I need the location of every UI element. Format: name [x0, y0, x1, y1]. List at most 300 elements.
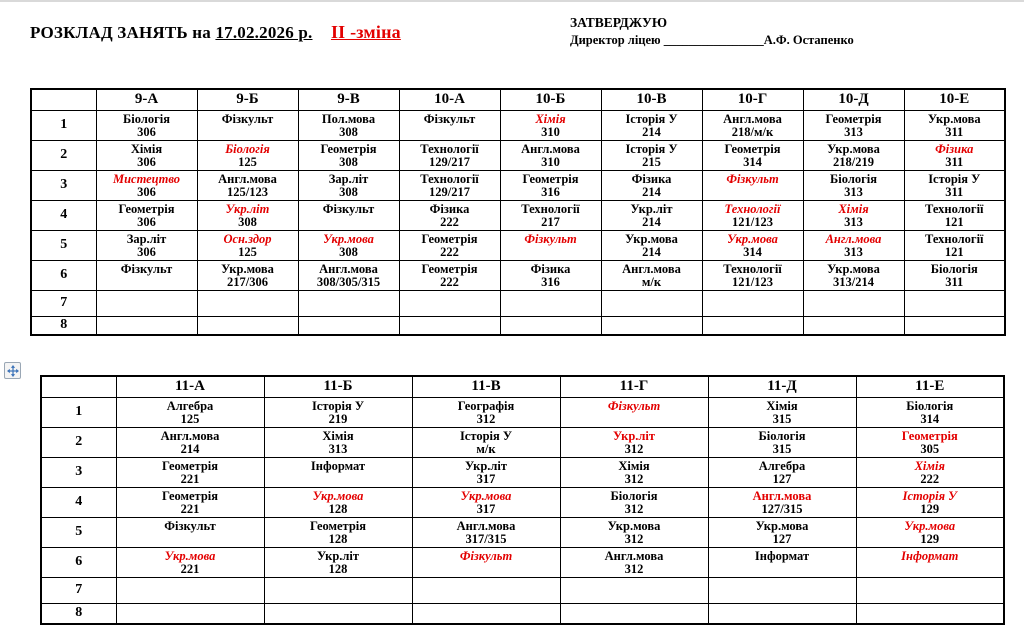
- lesson-cell: [96, 140, 197, 170]
- subject-text: Зар.літ: [328, 171, 369, 186]
- lesson-cell: [702, 260, 803, 290]
- lesson-cell: [601, 110, 702, 140]
- lesson-cell: [298, 290, 399, 316]
- lesson-cell: [856, 487, 1004, 517]
- subject-text: Англ.мова: [622, 261, 681, 276]
- lesson-cell: [708, 517, 856, 547]
- lesson-cell: [96, 170, 197, 200]
- class-header: 9-Б: [197, 89, 298, 110]
- subject-text: Технології: [724, 201, 781, 216]
- lesson-cell: [500, 316, 601, 335]
- lesson-cell: [500, 260, 601, 290]
- room-text: 128: [328, 501, 348, 516]
- subject-text: Фізкульт: [164, 518, 216, 533]
- lesson-number: 5: [31, 230, 96, 260]
- lesson-number: 2: [41, 427, 116, 457]
- room-text: 308: [339, 244, 358, 259]
- lesson-cell: [500, 110, 601, 140]
- lesson-cell: [96, 290, 197, 316]
- approval-role: Директор ліцею: [570, 33, 661, 47]
- approval-caption: ЗАТВЕРДЖУЮ: [570, 15, 668, 30]
- lesson-cell: [412, 577, 560, 603]
- lesson-cell: [601, 140, 702, 170]
- room-text: 311: [945, 124, 964, 139]
- subject-text: Біологія: [610, 488, 658, 503]
- lesson-cell: [500, 290, 601, 316]
- lesson-cell: [197, 140, 298, 170]
- lesson-cell: [601, 316, 702, 335]
- room-text: 129: [920, 531, 940, 546]
- lesson-cell: [560, 427, 708, 457]
- lesson-cell: [264, 517, 412, 547]
- subject-text: Укр.мова: [323, 231, 374, 246]
- lesson-cell: [264, 457, 412, 487]
- room-text: 312: [624, 531, 644, 546]
- room-text: 128: [328, 561, 348, 576]
- room-text: 310: [541, 124, 560, 139]
- lesson-cell: [803, 316, 904, 335]
- room-text: 125/123: [227, 184, 268, 199]
- subject-text: Історія У: [311, 398, 365, 413]
- lesson-number: 7: [31, 290, 96, 316]
- subject-text: Інформат: [310, 458, 366, 473]
- subject-text: Біологія: [225, 141, 270, 156]
- subject-text: Укр.мова: [927, 111, 981, 126]
- room-text: 308: [339, 154, 358, 169]
- subject-text: Англ.мова: [521, 141, 580, 156]
- subject-text: Хімія: [535, 111, 566, 126]
- room-text: 311: [945, 154, 964, 169]
- subject-text: Фізкульт: [459, 548, 513, 563]
- lesson-cell: [601, 290, 702, 316]
- room-text: [703, 186, 803, 199]
- lesson-cell: [116, 397, 264, 427]
- lesson-cell: [412, 487, 560, 517]
- class-header: 11-Д: [708, 376, 856, 397]
- room-text: 121/123: [732, 214, 773, 229]
- lesson-cell: [560, 397, 708, 427]
- subject-text: Фізика: [631, 171, 672, 186]
- subject-text: Геометрія: [118, 201, 175, 216]
- lesson-cell: [399, 140, 500, 170]
- lesson-cell: [560, 517, 708, 547]
- lesson-cell: [708, 603, 856, 624]
- lesson-cell: [264, 427, 412, 457]
- subject-text: Геометрія: [309, 518, 367, 533]
- lesson-cell: [412, 427, 560, 457]
- subject-text: Історія У: [625, 111, 678, 126]
- room-text: [561, 413, 708, 426]
- subject-text: Біологія: [123, 111, 170, 126]
- room-text: 214: [642, 184, 661, 199]
- room-text: 316: [541, 184, 560, 199]
- lesson-cell: [560, 547, 708, 577]
- lesson-cell: [856, 577, 1004, 603]
- lesson-cell: [904, 200, 1005, 230]
- lesson-cell: [560, 577, 708, 603]
- subject-text: Геометрія: [522, 171, 579, 186]
- lesson-cell: [399, 316, 500, 335]
- lesson-cell: [904, 140, 1005, 170]
- lesson-cell: [264, 577, 412, 603]
- room-text: [299, 216, 399, 229]
- subject-text: Геометрія: [825, 111, 882, 126]
- lesson-number: 8: [31, 316, 96, 335]
- room-text: 306: [137, 154, 156, 169]
- lesson-cell: [264, 487, 412, 517]
- lesson-cell: [601, 200, 702, 230]
- room-text: м/к: [476, 441, 496, 456]
- lesson-number: 4: [31, 200, 96, 230]
- room-text: [501, 246, 601, 259]
- room-text: 214: [642, 124, 661, 139]
- lesson-cell: [298, 170, 399, 200]
- lesson-cell: [856, 603, 1004, 624]
- lesson-cell: [399, 170, 500, 200]
- lesson-cell: [560, 457, 708, 487]
- room-text: 128: [328, 531, 348, 546]
- subject-text: Укр.мова: [164, 548, 216, 563]
- lesson-cell: [298, 230, 399, 260]
- subject-text: Укр.мова: [607, 518, 661, 533]
- lesson-cell: [298, 200, 399, 230]
- lesson-cell: [856, 427, 1004, 457]
- lesson-cell: [399, 110, 500, 140]
- lesson-cell: [412, 397, 560, 427]
- subject-text: Геометрія: [901, 428, 958, 443]
- room-text: 312: [624, 441, 644, 456]
- subject-text: Біологія: [758, 428, 806, 443]
- lesson-cell: [702, 230, 803, 260]
- lesson-number: 6: [31, 260, 96, 290]
- subject-text: Геометрія: [421, 231, 478, 246]
- lesson-cell: [601, 230, 702, 260]
- lesson-cell: [560, 603, 708, 624]
- lesson-cell: [197, 260, 298, 290]
- room-text: 317: [476, 471, 496, 486]
- class-header: 10-Б: [500, 89, 601, 110]
- room-text: 306: [137, 244, 156, 259]
- table-move-handle-icon[interactable]: [4, 362, 21, 379]
- lesson-cell: [708, 487, 856, 517]
- room-text: 121: [944, 244, 964, 259]
- subject-text: Зар.літ: [126, 231, 167, 246]
- room-text: 312: [624, 471, 644, 486]
- title-shift: ІІ -зміна: [330, 22, 401, 42]
- room-text: 308/305/315: [316, 274, 381, 289]
- class-header: 10-Г: [702, 89, 803, 110]
- subject-text: Фізкульт: [120, 261, 173, 276]
- room-text: [400, 126, 500, 139]
- subject-text: Укр.мова: [827, 141, 880, 156]
- lesson-cell: [856, 457, 1004, 487]
- room-text: [265, 473, 412, 486]
- lesson-cell: [96, 230, 197, 260]
- class-header: 9-В: [298, 89, 399, 110]
- lesson-cell: [856, 397, 1004, 427]
- room-text: 221: [180, 561, 200, 576]
- lesson-cell: [116, 427, 264, 457]
- room-text: 317: [476, 501, 496, 516]
- subject-text: Хімія: [766, 398, 798, 413]
- lesson-cell: [264, 397, 412, 427]
- room-text: 127: [772, 471, 792, 486]
- subject-text: Технології: [924, 231, 984, 246]
- subject-text: Геометрія: [161, 458, 219, 473]
- class-header: 10-А: [399, 89, 500, 110]
- corner-cell: [31, 89, 96, 110]
- room-text: 311: [945, 184, 964, 199]
- room-text: 127: [772, 531, 792, 546]
- lesson-cell: [412, 603, 560, 624]
- lesson-number: 1: [31, 110, 96, 140]
- room-text: 305: [920, 441, 940, 456]
- subject-text: Укр.мова: [727, 231, 778, 246]
- room-text: 312: [624, 501, 644, 516]
- lesson-cell: [399, 290, 500, 316]
- subject-text: Біологія: [906, 398, 954, 413]
- lesson-cell: [96, 200, 197, 230]
- room-text: 121/123: [732, 274, 773, 289]
- timetable-grade-11: [40, 375, 1005, 625]
- room-text: 214: [180, 441, 200, 456]
- lesson-cell: [702, 316, 803, 335]
- class-header: 11-Г: [560, 376, 708, 397]
- lesson-cell: [904, 290, 1005, 316]
- lesson-cell: [708, 547, 856, 577]
- room-text: 308: [339, 184, 358, 199]
- subject-text: Біологія: [830, 171, 877, 186]
- subject-text: Осн.здор: [223, 231, 272, 246]
- room-text: 125: [238, 244, 257, 259]
- subject-text: Фізкульт: [524, 231, 577, 246]
- class-header: 10-В: [601, 89, 702, 110]
- title-main: РОЗКЛАД ЗАНЯТЬ: [30, 23, 188, 42]
- room-text: 314: [743, 244, 762, 259]
- room-text: 221: [180, 501, 200, 516]
- subject-text: Фізика: [935, 141, 974, 156]
- room-text: 222: [440, 244, 459, 259]
- lesson-cell: [197, 290, 298, 316]
- room-text: 221: [180, 471, 200, 486]
- lesson-cell: [500, 140, 601, 170]
- class-header: 11-А: [116, 376, 264, 397]
- subject-text: Укр.мова: [625, 231, 678, 246]
- subject-text: Англ.мова: [604, 548, 664, 563]
- room-text: м/к: [641, 274, 662, 289]
- subject-text: Фізика: [530, 261, 571, 276]
- lesson-cell: [96, 316, 197, 335]
- lesson-cell: [298, 260, 399, 290]
- lesson-cell: [197, 200, 298, 230]
- room-text: 313/214: [833, 274, 874, 289]
- lesson-number: 2: [31, 140, 96, 170]
- title-on: на: [192, 23, 211, 42]
- subject-text: Пол.мова: [321, 111, 376, 126]
- subject-text: Фізкульт: [607, 398, 661, 413]
- subject-text: Історія У: [902, 488, 957, 503]
- room-text: 217: [541, 214, 560, 229]
- lesson-cell: [904, 260, 1005, 290]
- room-text: 214: [642, 244, 661, 259]
- lesson-cell: [702, 290, 803, 316]
- lesson-cell: [708, 427, 856, 457]
- approval-signature-line: [570, 33, 854, 48]
- subject-text: Історія У: [625, 141, 678, 156]
- lesson-number: 3: [31, 170, 96, 200]
- timetable-grade-11-container: [40, 375, 1005, 625]
- lesson-cell: [412, 457, 560, 487]
- subject-text: Англ.мова: [160, 428, 220, 443]
- lesson-cell: [856, 517, 1004, 547]
- subject-text: Технології: [420, 141, 479, 156]
- lesson-cell: [197, 230, 298, 260]
- subject-text: Алгебра: [166, 398, 214, 413]
- room-text: 217/306: [227, 274, 268, 289]
- subject-text: Укр.мова: [460, 488, 512, 503]
- class-header: 10-Д: [803, 89, 904, 110]
- lesson-cell: [197, 110, 298, 140]
- lesson-cell: [904, 316, 1005, 335]
- room-text: 312: [476, 411, 496, 426]
- room-text: [198, 126, 298, 139]
- subject-text: Геометрія: [724, 141, 781, 156]
- room-text: 313: [844, 184, 863, 199]
- subject-text: Мистецтво: [112, 171, 181, 186]
- lesson-cell: [702, 140, 803, 170]
- lesson-cell: [856, 547, 1004, 577]
- lesson-cell: [904, 110, 1005, 140]
- lesson-number: 8: [41, 603, 116, 624]
- subject-text: Технології: [521, 201, 580, 216]
- lesson-cell: [264, 547, 412, 577]
- subject-text: Фізкульт: [221, 111, 274, 126]
- lesson-number: 4: [41, 487, 116, 517]
- room-text: 219: [328, 411, 348, 426]
- room-text: 215: [642, 154, 661, 169]
- room-text: 308: [238, 214, 257, 229]
- class-header: 11-В: [412, 376, 560, 397]
- subject-text: Англ.мова: [319, 261, 378, 276]
- lesson-cell: [803, 110, 904, 140]
- subject-text: Технології: [723, 261, 782, 276]
- room-text: 311: [945, 274, 964, 289]
- room-text: [97, 276, 197, 289]
- subject-text: Технології: [420, 171, 479, 186]
- subject-text: Англ.мова: [825, 231, 882, 246]
- lesson-cell: [560, 487, 708, 517]
- page-title: [30, 22, 401, 43]
- lesson-cell: [399, 260, 500, 290]
- room-text: 308: [339, 124, 358, 139]
- subject-text: Хімія: [130, 141, 163, 156]
- subject-text: Геометрія: [161, 488, 219, 503]
- subject-text: Укр.мова: [221, 261, 274, 276]
- room-text: 314: [743, 154, 762, 169]
- room-text: 316: [541, 274, 560, 289]
- room-text: 315: [772, 441, 792, 456]
- approval-block: [570, 15, 854, 48]
- lesson-cell: [702, 110, 803, 140]
- room-text: 222: [920, 471, 940, 486]
- subject-text: Біологія: [930, 261, 978, 276]
- room-text: 310: [541, 154, 560, 169]
- subject-text: Укр.мова: [755, 518, 809, 533]
- lesson-cell: [803, 290, 904, 316]
- room-text: 315: [772, 411, 792, 426]
- subject-text: Укр.літ: [316, 548, 360, 563]
- room-text: 313: [844, 214, 863, 229]
- subject-text: Географія: [457, 398, 515, 413]
- room-text: 218/219: [833, 154, 874, 169]
- lesson-cell: [702, 170, 803, 200]
- subject-text: Фізкульт: [726, 171, 779, 186]
- room-text: 313: [844, 124, 863, 139]
- lesson-cell: [412, 517, 560, 547]
- lesson-cell: [803, 170, 904, 200]
- lesson-cell: [803, 260, 904, 290]
- lesson-cell: [96, 110, 197, 140]
- subject-text: Хімія: [618, 458, 650, 473]
- room-text: 218/м/к: [731, 124, 774, 139]
- class-header: 9-А: [96, 89, 197, 110]
- subject-text: Геометрія: [320, 141, 377, 156]
- subject-text: Хімія: [322, 428, 354, 443]
- room-text: [709, 563, 856, 576]
- lesson-cell: [601, 170, 702, 200]
- lesson-cell: [116, 603, 264, 624]
- lesson-cell: [197, 170, 298, 200]
- room-text: 312: [624, 561, 644, 576]
- lesson-cell: [904, 170, 1005, 200]
- subject-text: Англ.мова: [218, 171, 277, 186]
- room-text: 222: [440, 214, 459, 229]
- lesson-number: 3: [41, 457, 116, 487]
- lesson-cell: [197, 316, 298, 335]
- lesson-cell: [116, 547, 264, 577]
- subject-text: Англ.мова: [752, 488, 812, 503]
- room-text: 314: [920, 411, 940, 426]
- subject-text: Фізика: [429, 201, 470, 216]
- room-text: [857, 563, 1004, 576]
- lesson-cell: [904, 230, 1005, 260]
- room-text: 125: [238, 154, 257, 169]
- lesson-cell: [708, 577, 856, 603]
- corner-cell: [41, 376, 116, 397]
- subject-text: Укр.мова: [904, 518, 956, 533]
- lesson-cell: [500, 170, 601, 200]
- lesson-number: 7: [41, 577, 116, 603]
- room-text: 306: [137, 124, 156, 139]
- window-top-border: [0, 0, 1024, 2]
- subject-text: Технології: [924, 201, 984, 216]
- subject-text: Укр.літ: [612, 428, 656, 443]
- room-text: 313: [844, 244, 863, 259]
- room-text: [413, 563, 560, 576]
- lesson-cell: [298, 110, 399, 140]
- approval-blank: ________________: [663, 33, 764, 47]
- room-text: 222: [440, 274, 459, 289]
- lesson-cell: [116, 517, 264, 547]
- lesson-cell: [500, 200, 601, 230]
- class-header: 11-Б: [264, 376, 412, 397]
- lesson-cell: [708, 457, 856, 487]
- room-text: 129/217: [429, 184, 470, 199]
- subject-text: Фізкульт: [322, 201, 375, 216]
- subject-text: Алгебра: [758, 458, 806, 473]
- title-date: 17.02.2026 р.: [215, 23, 313, 42]
- subject-text: Англ.мова: [456, 518, 516, 533]
